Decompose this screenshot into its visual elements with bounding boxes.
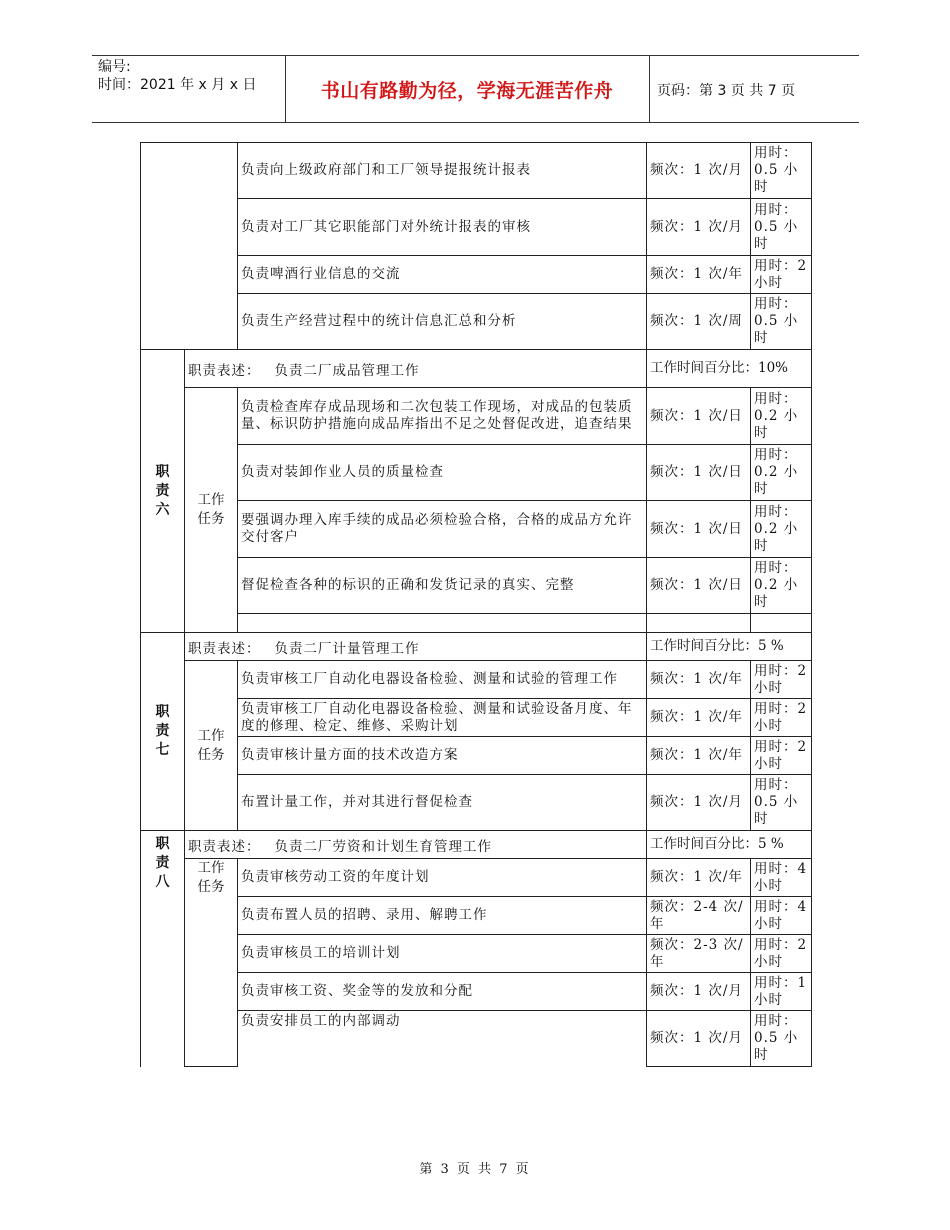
table-row	[141, 661, 812, 699]
task-text: 负责审核劳动工资的年度计划	[238, 859, 647, 897]
task-duration: 用时：4 小时	[751, 859, 812, 897]
table-row	[141, 699, 812, 737]
empty-cell	[238, 614, 647, 633]
task-frequency: 频次：1 次/年	[647, 256, 751, 294]
task-frequency: 频次：1 次/日	[647, 388, 751, 445]
task-text: 负责审核工资、奖金等的发放和分配	[238, 973, 647, 1011]
table-row	[141, 737, 812, 775]
task-frequency: 频次：1 次/年	[647, 661, 751, 699]
task-text: 负责生产经营过程中的统计信息汇总和分析	[238, 294, 647, 350]
task-duration: 用时：0.2 小时	[751, 445, 812, 501]
task-text: 负责审核工厂自动化电器设备检验、测量和试验的管理工作	[238, 661, 647, 699]
task-text: 负责安排员工的内部调动	[238, 1011, 647, 1067]
table-row	[141, 388, 812, 445]
task-frequency: 频次：1 次/月	[647, 143, 751, 199]
description-label: 职责表述：	[188, 838, 261, 855]
description-text: 负责二厂计量管理工作	[274, 640, 420, 657]
table-row	[141, 199, 812, 256]
section6-work-label	[185, 388, 238, 633]
section8-time-percentage: 工作时间百分比：5 %	[647, 831, 812, 859]
section-label-text: 职责六	[155, 463, 170, 518]
task-duration: 用时：0.2 小时	[751, 501, 812, 558]
task-text: 督促检查各种的标识的正确和发货记录的真实、完整	[238, 558, 647, 614]
task-frequency: 频次：1 次/周	[647, 294, 751, 350]
task-duration: 用时：2 小时	[751, 699, 812, 737]
task-duration: 用时：2 小时	[751, 737, 812, 775]
section7-work-label	[185, 661, 238, 831]
task-frequency: 频次：1 次/日	[647, 445, 751, 501]
duty-table	[140, 142, 812, 1067]
work-label-text: 工作任务	[197, 860, 225, 895]
table-row	[141, 897, 812, 935]
task-frequency: 频次：2-4 次/ 年	[647, 897, 751, 935]
table-row	[141, 501, 812, 558]
task-duration: 用时：0.5 小时	[751, 1011, 812, 1067]
section7-description	[185, 633, 647, 661]
description-text: 负责二厂成品管理工作	[274, 362, 420, 379]
task-text: 负责对装卸作业人员的质量检查	[238, 445, 647, 501]
section6-time-percentage: 工作时间百分比：10%	[647, 350, 812, 388]
task-frequency: 频次：1 次/年	[647, 737, 751, 775]
section8-work-label	[185, 859, 238, 1067]
table-row	[141, 859, 812, 897]
section7-label	[141, 633, 185, 831]
task-frequency: 频次：1 次/月	[647, 973, 751, 1011]
description-label: 职责表述：	[188, 640, 261, 657]
task-frequency: 频次：1 次/月	[647, 1011, 751, 1067]
table-row	[141, 143, 812, 199]
table-row	[141, 935, 812, 973]
section6-label	[141, 350, 185, 633]
empty-cell	[647, 614, 751, 633]
table-row	[141, 445, 812, 501]
task-frequency: 频次：1 次/年	[647, 699, 751, 737]
task-text: 负责对工厂其它职能部门对外统计报表的审核	[238, 199, 647, 256]
task-duration: 用时：0.5 小时	[751, 143, 812, 199]
section8-label	[141, 831, 185, 1067]
task-text: 负责布置人员的招聘、录用、解聘工作	[238, 897, 647, 935]
task-text: 负责审核员工的培训计划	[238, 935, 647, 973]
task-duration: 用时：0.2 小时	[751, 558, 812, 614]
header-motto: 书山有路勤为径，学海无涯苦作舟	[320, 80, 614, 102]
task-frequency: 频次：1 次/月	[647, 775, 751, 831]
section-label-text: 职责七	[155, 704, 170, 758]
section-label-text: 职责八	[155, 836, 170, 890]
work-label-text: 工作任务	[197, 492, 225, 527]
table-row	[141, 1011, 812, 1067]
header-page-number: 页码：第 3 页 共 7 页	[657, 83, 796, 99]
section5-label-cell	[141, 143, 185, 350]
table-row	[141, 614, 812, 633]
table-row	[141, 973, 812, 1011]
task-duration: 用时：4 小时	[751, 897, 812, 935]
table-row	[141, 256, 812, 294]
task-frequency: 频次：1 次/月	[647, 199, 751, 256]
description-label: 职责表述：	[188, 362, 261, 379]
task-frequency: 频次：1 次/日	[647, 501, 751, 558]
task-duration: 用时：1 小时	[751, 973, 812, 1011]
header-divider	[649, 56, 650, 122]
section8-description	[185, 831, 647, 859]
task-text: 负责向上级政府部门和工厂领导提报统计报表	[238, 143, 647, 199]
task-duration: 用时：0.5 小时	[751, 294, 812, 350]
table-row	[141, 775, 812, 831]
task-frequency: 频次：2-3 次/年	[647, 935, 751, 973]
table-row	[141, 831, 812, 859]
table-row	[141, 350, 812, 388]
page-header	[92, 55, 859, 123]
task-duration: 用时：2 小时	[751, 661, 812, 699]
empty-cell	[751, 614, 812, 633]
section6-description	[185, 350, 647, 388]
task-duration: 用时：0.5 小时	[751, 775, 812, 831]
header-meta	[98, 58, 256, 94]
section7-time-percentage: 工作时间百分比：5 %	[647, 633, 812, 661]
task-duration: 用时：2 小时	[751, 935, 812, 973]
task-text: 负责审核工厂自动化电器设备检验、测量和试验设备月度、年度的修理、检定、维修、采购计划	[238, 699, 647, 737]
document-number-label: 编号:	[98, 59, 131, 75]
section5-sub-cell	[185, 143, 238, 350]
task-text: 负责审核计量方面的技术改造方案	[238, 737, 647, 775]
task-duration: 用时：2 小时	[751, 256, 812, 294]
table-row	[141, 633, 812, 661]
document-date: 时间：2021 年 x 月 x 日	[98, 77, 257, 93]
table-row	[141, 294, 812, 350]
task-text: 布置计量工作，并对其进行督促检查	[238, 775, 647, 831]
task-duration: 用时：0.5 小时	[751, 199, 812, 256]
page-footer: 第 3 页 共 7 页	[419, 1162, 531, 1177]
work-label-text: 工作任务	[197, 727, 225, 763]
description-text: 负责二厂劳资和计划生育管理工作	[274, 838, 492, 855]
task-text: 要强调办理入库手续的成品必须检验合格，合格的成品方允许交付客户	[238, 501, 647, 558]
task-frequency: 频次：1 次/日	[647, 558, 751, 614]
table-row	[141, 558, 812, 614]
task-duration: 用时：0.2 小时	[751, 388, 812, 445]
task-text: 负责检查库存成品现场和二次包装工作现场，对成品的包装质量、标识防护措施向成品库指出不足之处督促改进，追查结果	[238, 388, 647, 445]
task-text: 负责啤酒行业信息的交流	[238, 256, 647, 294]
task-frequency: 频次：1 次/年	[647, 859, 751, 897]
